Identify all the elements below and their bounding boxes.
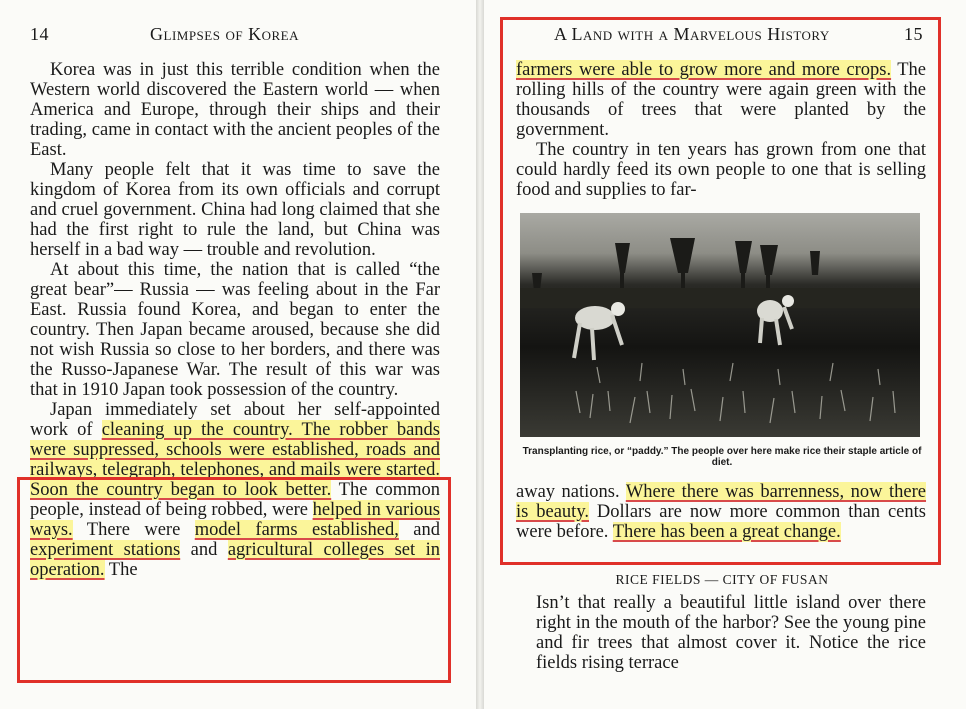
highlight-agricultural-colleges: agricultural colleges set in operation.: [30, 540, 440, 580]
text-run: Dollars are now more common than cents were before.: [516, 502, 926, 542]
left-page-number: 14: [30, 24, 49, 44]
highlight-helped: helped in various ways.: [30, 500, 440, 540]
book-gutter: [476, 0, 484, 709]
right-annotation-box: [500, 17, 941, 565]
left-paragraph-2: Many people felt that it was time to save the kingdom of Korea from its own officials and corrupt and cruel government. China had long claimed that she had the first right to rule the land, but China was herself in a bad way — trouble and revolution.: [30, 160, 440, 260]
right-paragraph-2: The country in ten years has grown from one that could hardly feed its own people to one that is selling food and supplies to far-: [516, 140, 926, 200]
highlight-cleaning-up: cleaning up the country. The robber bands were suppressed, schools were established, roads and railways, telegraph, telephones, and mails were started. Soon the country began to look better.: [30, 420, 440, 500]
text-run: The rolling hills of the country were again green with the thousands of trees that were planted by the government.: [516, 60, 927, 140]
right-running-title: A Land with a Marvelous History: [554, 24, 830, 44]
text-run: Japan immediately set about her self-appointed work of: [30, 400, 440, 440]
highlight-great-change: There has been a great change.: [612, 522, 841, 542]
photo-caption: Transplanting rice, or “paddy.” The people over here make rice their staple article of diet.: [522, 446, 922, 468]
highlight-model-farms: model farms established,: [194, 520, 399, 540]
right-paragraph-4: Isn’t that really a beautiful little island over there right in the mouth of the harbor? See the young pine and fir trees that almost cover it. Notice the rice fields rising terrace: [536, 593, 926, 673]
text-run: There were: [72, 520, 195, 540]
right-text-final: [536, 593, 926, 673]
highlight-farmers: farmers were able to grow more and more crops.: [516, 60, 892, 80]
highlight-experiment-stations: experiment stations: [30, 540, 181, 560]
section-heading: RICE FIELDS — CITY OF FUSAN: [615, 572, 829, 587]
text-run: away nations.: [516, 482, 626, 502]
left-paragraph-3: At about this time, the nation that is called “the great bear”— Russia — was feeling about in the Far East. Russia found Korea, and began to enter the country. Then Japan became aroused, because she did not wish Russia so close to her borders, and there was the Russo-Japanese War. The result of this war was that in 1910 Japan took possession of the country.: [30, 260, 440, 400]
highlight-barrenness: Where there was barrenness, now there is beauty.: [516, 482, 927, 522]
left-running-title: Glimpses of Korea: [150, 24, 299, 44]
left-annotation-box: [17, 477, 451, 683]
text-run: and: [398, 520, 441, 540]
text-run: The common people, instead of being robbed, were: [30, 480, 440, 520]
text-run: The: [104, 560, 138, 580]
right-page-number: 15: [904, 24, 923, 44]
left-paragraph-1: Korea was in just this terrible condition when the Western world discovered the Eastern world — when America and Europe, through their ships and their trading, came in contact with the ancient peoples of the East.: [30, 60, 440, 160]
text-run: and: [180, 540, 228, 560]
